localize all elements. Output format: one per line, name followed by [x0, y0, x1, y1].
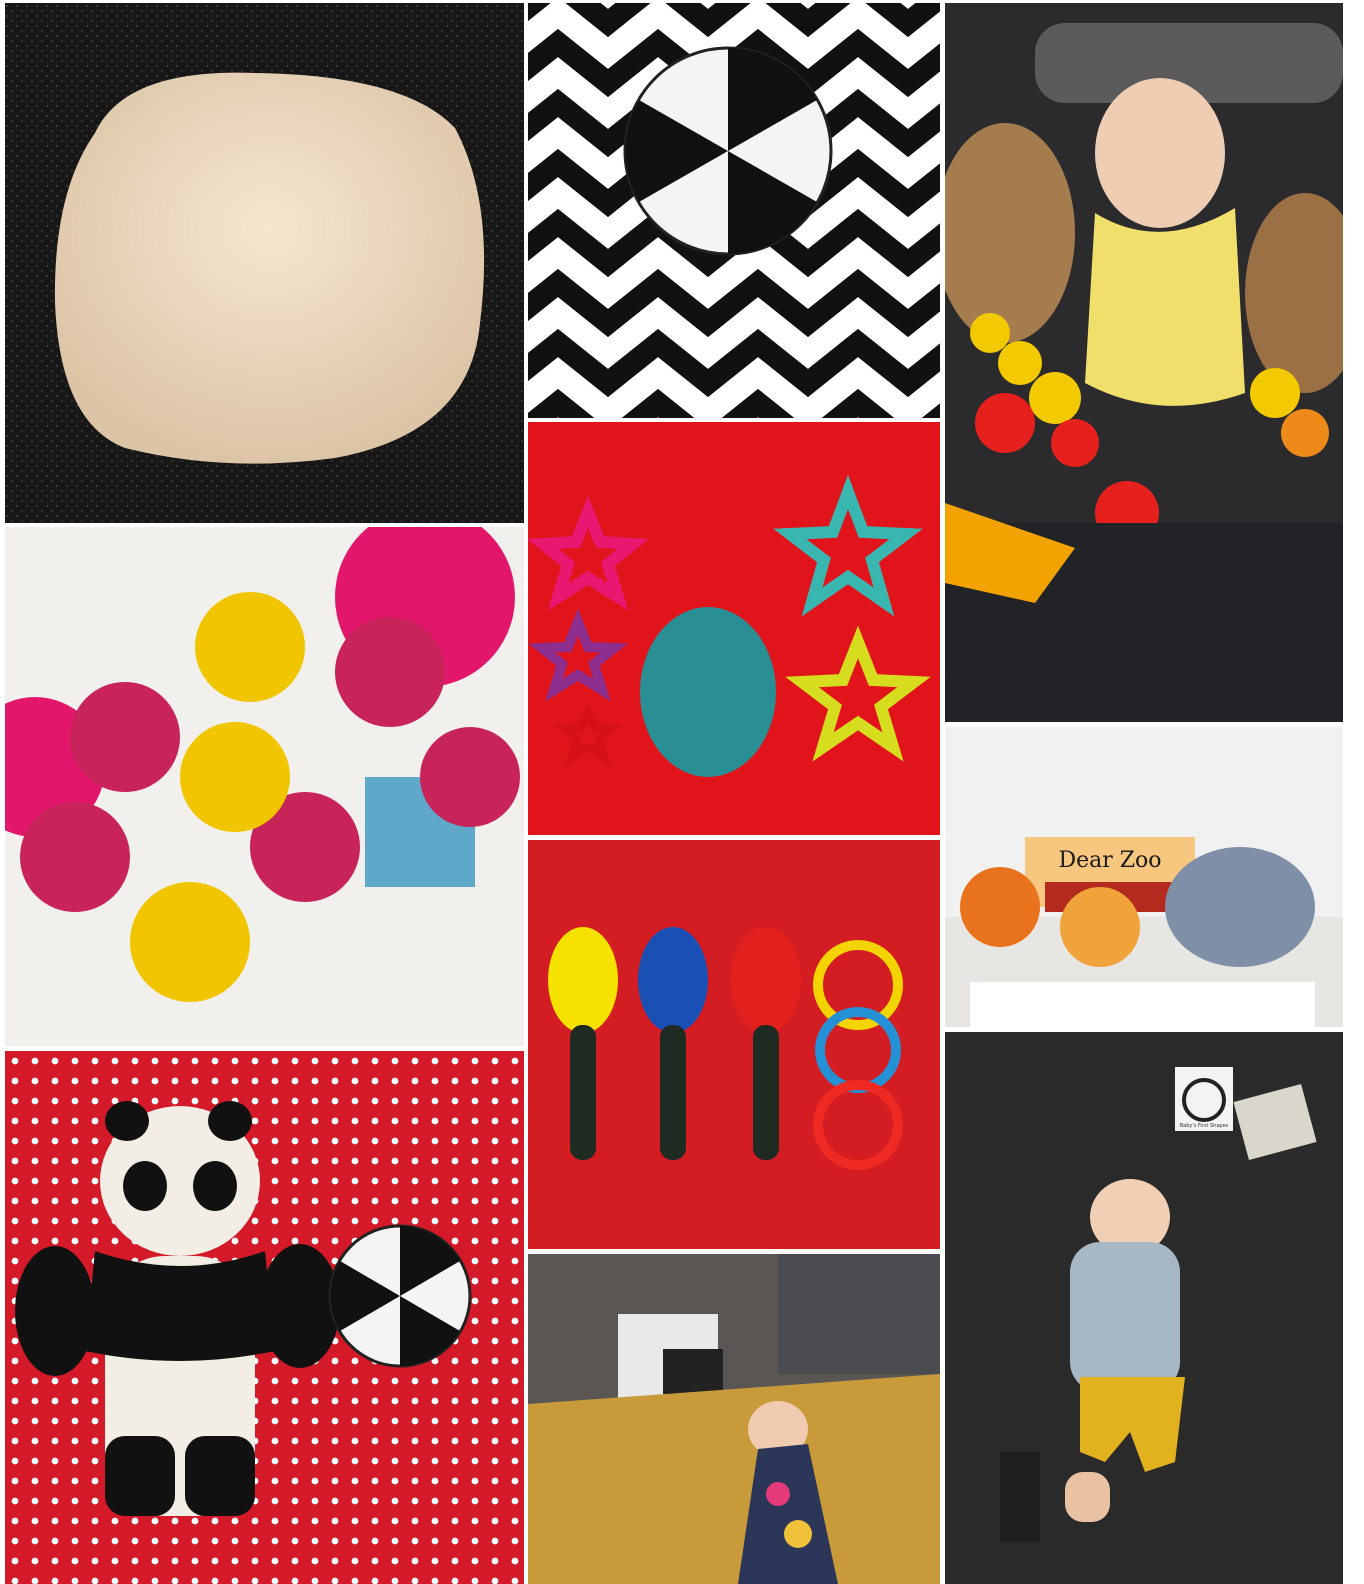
book-title: Dear Zoo [1058, 848, 1162, 873]
photo-teal-dough-cutters [528, 422, 940, 835]
photo-baby-ball-pit [945, 3, 1343, 722]
photo-pink-yellow-stars [5, 527, 524, 1046]
playdough-image [5, 3, 524, 523]
photo-baby-sensory-mat [945, 1032, 1343, 1584]
sensory-mat-image [945, 1032, 1343, 1584]
chevron-ball-image [528, 3, 940, 418]
toy-box-image [945, 727, 1343, 1027]
photo-panda-and-ball [5, 1051, 524, 1584]
photo-baby-tummy-time [528, 1254, 940, 1584]
panda-image [5, 1051, 524, 1584]
teal-dough-image [528, 422, 940, 835]
photo-playdough-ball [5, 3, 524, 523]
tummy-time-image [528, 1254, 940, 1584]
star-toys-image [5, 527, 524, 1046]
photo-maracas-rings [528, 840, 940, 1249]
photo-bw-ball-chevron [528, 3, 940, 418]
maracas-image [528, 840, 940, 1249]
card-caption: Baby's First Shapes [1179, 1123, 1229, 1129]
baby-ball-pit-image [945, 3, 1343, 722]
photo-box-of-toys [945, 727, 1343, 1027]
